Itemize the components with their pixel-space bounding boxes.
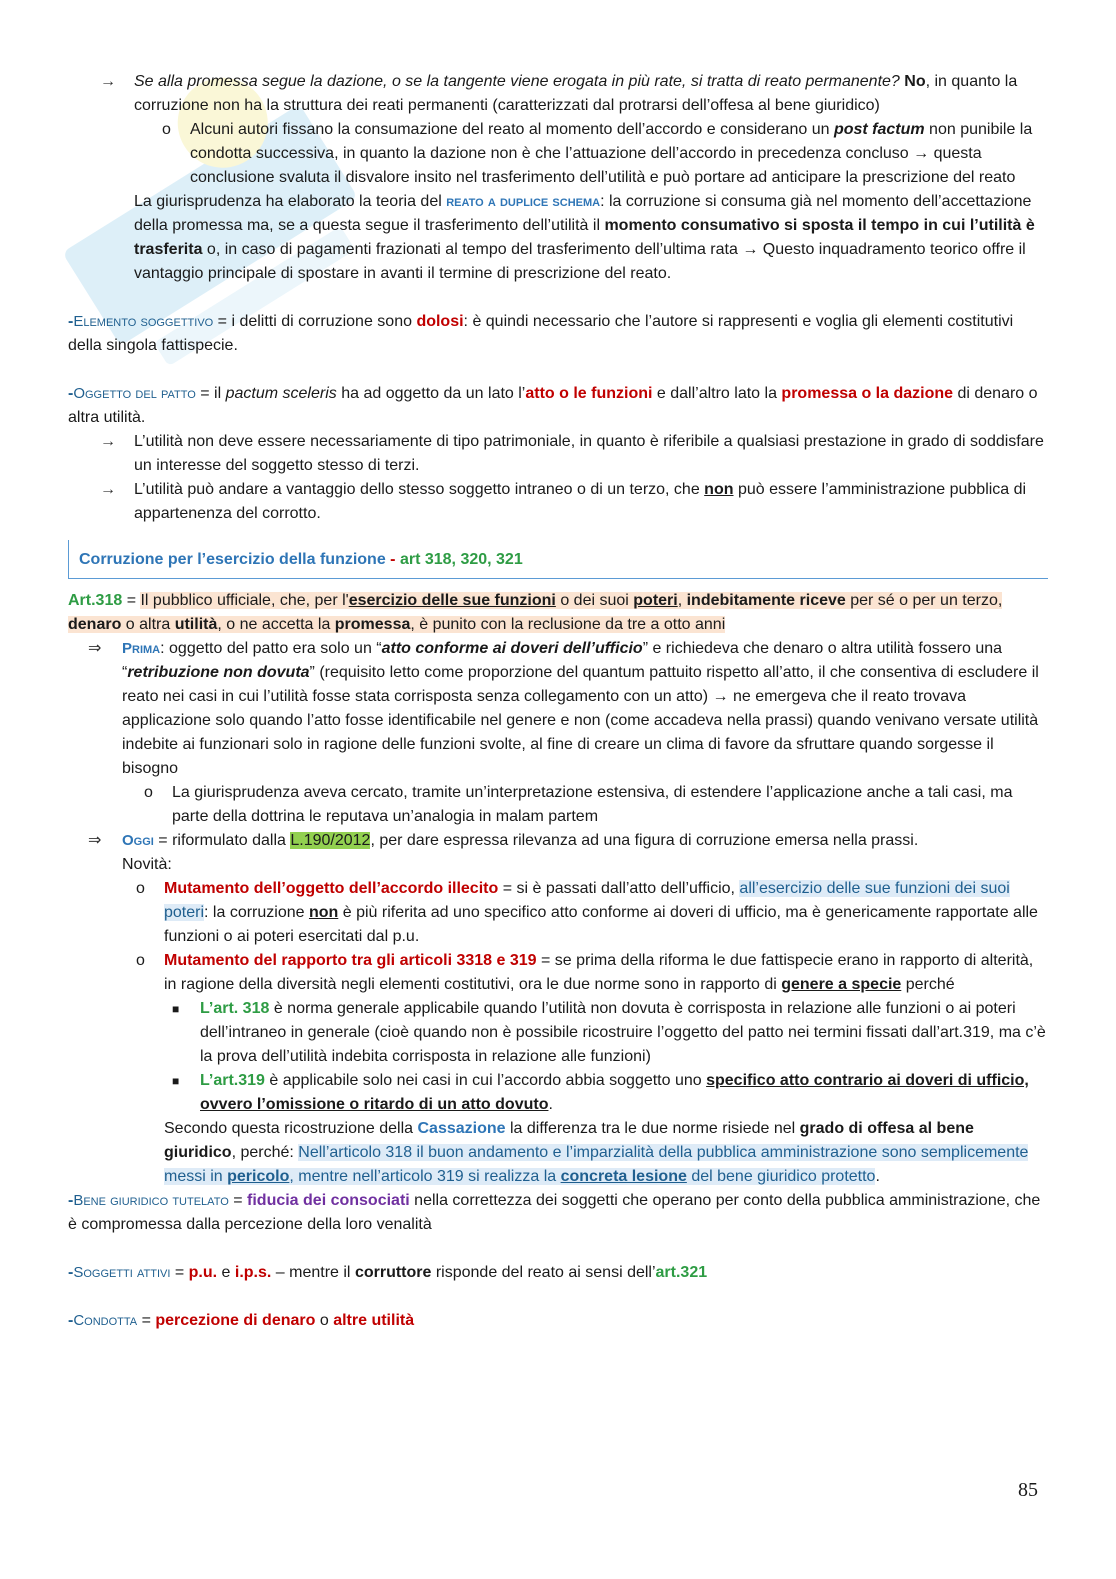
square-bullet-icon: ■	[172, 1074, 180, 1088]
section-label: Bene giuridico tutelato	[73, 1192, 229, 1209]
list-item: ■ L’art. 318 è norma generale applicabile quando l’utilità non dovuta è corrisposta in relazione alle funzioni o ai poteri dell’intraneo in generale (cioè quando non è possibile ricostruire l’oggetto del patto nei termini fissati dall’art.319, ma c’è la prova dell’utilità indebita corrisposta in relazione alle funzioni)	[164, 997, 1048, 1069]
circle-bullet-icon: o	[136, 880, 145, 897]
double-arrow-icon: ⇒	[88, 640, 102, 657]
list-item: o La giurisprudenza aveva cercato, tramite un’interpretazione estensiva, di estendere l’applicazione anche a tali casi, ma parte della dottrina le reputava un’analogia in malam partem	[142, 781, 1048, 829]
paragraph: Secondo questa ricostruzione della Cassazione la differenza tra le due norme risiede nel grado di offesa al bene giuridico, perché: Nell’articolo 318 il buon andamento e l’imparzialità della pubblica amministrazione sono semplicemente messi in pericolo, mentre nell’articolo 319 si realizza la concreta lesione del bene giuridico protetto.	[164, 1120, 1029, 1185]
question-text: Se alla promessa segue la dazione, o se la tangente viene erogata in più rate, si tratta di reato permanente?	[134, 73, 900, 90]
list-item: ⇒ Prima: oggetto del patto era solo un “atto conforme ai doveri dell’ufficio” e richiedeva che denaro o altra utilità fossero una “retribuzione non dovuta” (requisito letto come proporzione del quantum pattuito rispetto all’atto, il che consentiva di escludere il reato nei casi in cui l’utilità fosse stata corrisposta senza collegamento con un atto) → ne emergeva che il reato trovava applicazione solo quando l’atto fosse identificabile nel genere e non (come accadeva nella prassi) quando venivano versate utilità indebite ai funzionari solo in ragione delle funzioni svolte, al fine di creare un clima di favore da sfruttare quando sorgesse il bisogno	[68, 637, 1048, 781]
circle-bullet-icon: o	[162, 121, 171, 138]
article-text: Art.318 = Il pubblico ufficiale, che, per l'esercizio delle sue funzioni o dei suoi poteri, indebitamente riceve per sé o per un terzo, denaro o altra utilità, o ne accetta la promessa, è punito con la reclusione da tre a otto anni	[68, 592, 1003, 633]
arrow-right-icon: →	[100, 433, 116, 450]
arrow-right-icon: →	[742, 241, 759, 258]
arrow-right-icon: →	[100, 73, 116, 90]
circle-bullet-icon: o	[144, 784, 153, 801]
section-label: Soggetti attivi	[73, 1264, 171, 1281]
list-item: → L’utilità può andare a vantaggio dello stesso soggetto intraneo o di un terzo, che non può essere l’amministrazione pubblica di appartenenza del corrotto.	[68, 478, 1048, 526]
page-number: 85	[1018, 1479, 1038, 1501]
circle-bullet-icon: o	[136, 952, 145, 969]
section-label: Condotta	[73, 1312, 138, 1329]
paragraph: -Elemento soggettivo = i delitti di corruzione sono dolosi: è quindi necessario che l’autore si rappresenti e voglia gli elementi costitutivi della singola fattispecie.	[68, 313, 1014, 354]
list-item: ⇒ Oggi = riformulato dalla L.190/2012, per dare espressa rilevanza ad una figura di corruzione emersa nella prassi. Novità:	[68, 829, 1048, 877]
paragraph: -Soggetti attivi = p.u. e i.p.s. – mentre il corruttore risponde del reato ai sensi dell’art.321	[68, 1264, 708, 1281]
list-item: o Mutamento dell’oggetto dell’accordo illecito = si è passati dall’atto dell’ufficio, all’esercizio delle sue funzioni dei suoi poteri: la corruzione non è più riferita ad uno specifico atto conforme ai doveri di ufficio, ma è genericamente rapportate alle funzioni o ai poteri esercitati dal p.u.	[134, 877, 1048, 949]
section-label: Oggi	[122, 832, 154, 849]
section-heading: Corruzione per l’esercizio della funzione - art 318, 320, 321	[68, 540, 1048, 579]
arrow-right-icon: →	[712, 688, 729, 705]
paragraph: -Oggetto del patto = il pactum sceleris ha ad oggetto da un lato l’atto o le funzioni e dall’altro lato la promessa o la dazione di denaro o altra utilità.	[68, 385, 1038, 426]
section-label: Elemento soggettivo	[73, 313, 214, 330]
square-bullet-icon: ■	[172, 1002, 180, 1016]
section-label: Oggetto del patto	[73, 385, 196, 402]
list-item: o Mutamento del rapporto tra gli articoli 3318 e 319 = se prima della riforma le due fattispecie erano in rapporto di alterità, in ragione della diversità negli elementi costitutivi, ora le due norme sono in rapporto di genere a specie perché	[134, 949, 1048, 997]
list-item: ■ L’art.319 è applicabile solo nei casi in cui l’accordo abbia soggetto uno specifico atto contrario ai doveri di ufficio, ovvero l’omissione o ritardo di un atto dovuto.	[164, 1069, 1048, 1117]
arrow-right-icon: →	[100, 481, 116, 498]
paragraph: La giurisprudenza ha elaborato la teoria del reato a duplice schema: la corruzione si consuma già nel momento dell’accettazione della promessa ma, se a questa segue il trasferimento dell’utilità il momento consumativo si sposta il tempo in cui l’utilità è trasferita o, in caso di pagamenti frazionati al tempo del trasferimento dell’ultima rata → Questo inquadramento teorico offre il vantaggio principale di spostare in avanti il termine di prescrizione del reato.	[134, 193, 1035, 282]
paragraph: -Condotta = percezione di denaro o altre utilità	[68, 1312, 415, 1329]
section-label: Prima	[122, 640, 161, 657]
document-page	[68, 70, 1048, 1333]
list-item: → L’utilità non deve essere necessariamente di tipo patrimoniale, in quanto è riferibile a qualsiasi prestazione in grado di soddisfare un interesse del soggetto stesso di terzi.	[68, 430, 1048, 478]
list-item: o Alcuni autori fissano la consumazione del reato al momento dell’accordo e considerano un post factum non punibile la condotta successiva, in quanto la dazione non è che l’attuazione dell’accordo in precedenza concluso → questa conclusione svaluta il disvalore insito nel trasferimento dell’utilità e può portare ad anticipare la prescrizione del reato	[160, 118, 1048, 190]
double-arrow-icon: ⇒	[88, 832, 102, 849]
paragraph: -Bene giuridico tutelato = fiducia dei consociati nella correttezza dei soggetti che operano per conto della pubblica amministrazione, che è compromessa dalla percezione della loro venalità	[68, 1192, 1041, 1233]
arrow-right-icon: →	[913, 145, 930, 162]
list-item: → Se alla promessa segue la dazione, o se la tangente viene erogata in più rate, si tratta di reato permanente? No, in quanto la corruzione non ha la struttura dei reati permanenti (caratterizzati dal protrarsi dell’offesa al bene giuridico)	[68, 70, 1048, 118]
